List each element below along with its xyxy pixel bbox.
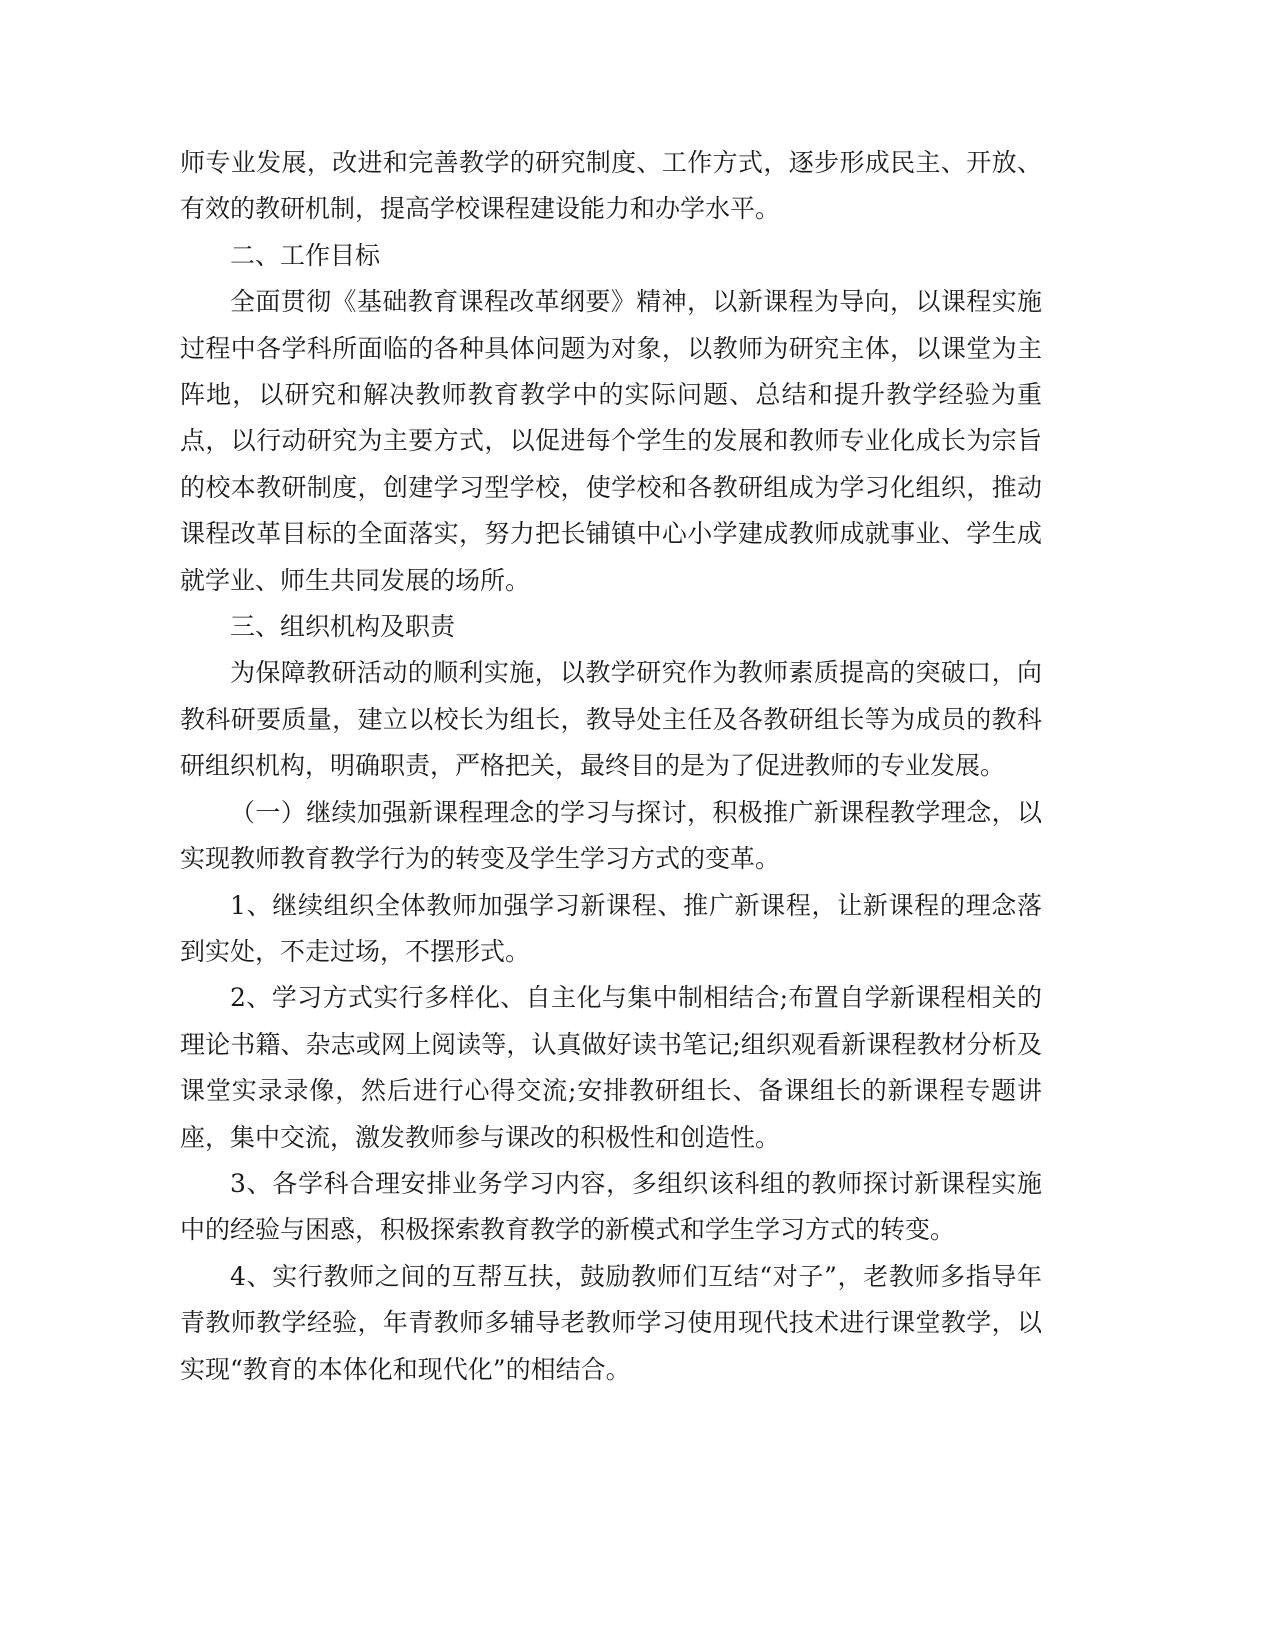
paragraph-item-3: 3、各学科合理安排业务学习内容，多组织该科组的教师探讨新课程实施中的经验与困惑，积极探索教育教学的新模式和学生学习方式的转变。 xyxy=(180,1168,1042,1245)
document-body xyxy=(180,140,1042,1393)
section-heading-goals: 二、工作目标 xyxy=(230,240,381,270)
paragraph-item-4: 4、实行教师之间的互帮互扶，鼓励教师们互结“对子”，老教师多指导年青教师教学经验，年青教师多辅导老教师学习使用现代技术进行课堂教学，以实现“教育的本体化和现代化”的相结合。 xyxy=(180,1261,1042,1384)
paragraph-item-1: 1、继续组织全体教师加强学习新课程、推广新课程，让新课程的理念落到实处，不走过场，不摆形式。 xyxy=(180,890,1042,966)
paragraph-organization: 为保障教研活动的顺利实施，以教学研究作为教师素质提高的突破口，向教科研要质量，建立以校长为组长，教导处主任及各教研组长等为成员的教科研组织机构，明确职责，严格把关，最终目的是为了促进教师的专业发展。 xyxy=(180,658,1042,781)
paragraph-subsection-one: （一）继续加强新课程理念的学习与探讨，积极推广新课程教学理念，以实现教师教育教学行为的转变及学生学习方式的变革。 xyxy=(180,797,1042,874)
paragraph-item-2: 2、学习方式实行多样化、自主化与集中制相结合;布置自学新课程相关的理论书籍、杂志或网上阅读等，认真做好读书笔记;组织观看新课程教材分析及课堂实录录像，然后进行心得交流;安排教研组长、备课组长的新课程专题讲座，集中交流，激发教师参与课改的积极性和创造性。 xyxy=(180,983,1042,1152)
paragraph-continuation: 师专业发展，改进和完善教学的研究制度、工作方式，逐步形成民主、开放、有效的教研机制，提高学校课程建设能力和办学水平。 xyxy=(180,148,1042,224)
paragraph-goals: 全面贯彻《基础教育课程改革纲要》精神，以新课程为导向，以课程实施过程中各学科所面临的各种具体问题为对象，以教师为研究主体，以课堂为主阵地，以研究和解决教师教育教学中的实际问题、总结和提升教学经验为重点，以行动研究为主要方式，以促进每个学生的发展和教师专业化成长为宗旨的校本教研制度，创建学习型学校，使学校和各教研组成为学习化组织，推动课程改革目标的全面落实，努力把长铺镇中心小学建成教师成就事业、学生成就学业、师生共同发展的场所。 xyxy=(180,287,1042,595)
section-heading-organization: 三、组织机构及职责 xyxy=(230,612,456,642)
